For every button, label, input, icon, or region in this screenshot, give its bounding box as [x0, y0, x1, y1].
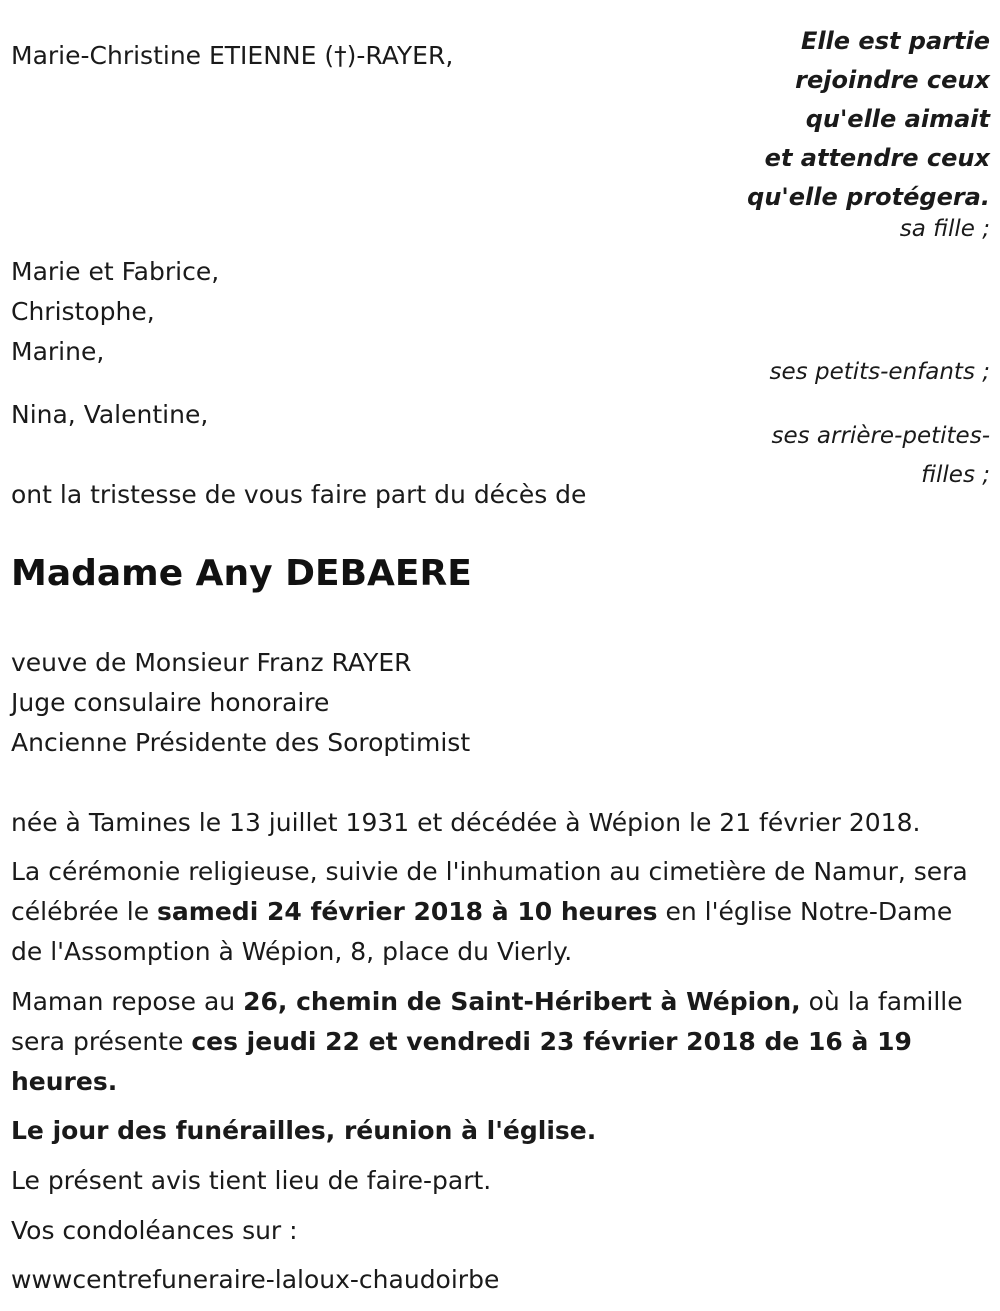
deceased-title: Juge consulaire honoraire: [11, 688, 330, 717]
ceremony-location: en l'église Notre-Dame de l'Assomption à Wépion, 8, place du Vierly.: [11, 897, 953, 966]
grandchild-name: Christophe,: [11, 297, 155, 326]
notice-text: Le présent avis tient lieu de faire-part.: [11, 1166, 492, 1195]
visitation-text: où la famille sera présente: [11, 987, 963, 1056]
announcement-text: ont la tristesse de vous faire part du décès de: [11, 480, 587, 509]
condolences-label: Vos condoléances sur :: [11, 1216, 298, 1245]
quote-line: qu'elle aimait: [805, 105, 990, 133]
visitation-text: Maman repose au: [11, 987, 244, 1016]
quote-line: Elle est partie: [800, 27, 990, 55]
deceased-name: Madame Any DEBAERE: [11, 553, 472, 594]
funeral-day-note: Le jour des funérailles, réunion à l'église.: [11, 1116, 597, 1145]
quote-line: et attendre ceux: [764, 144, 990, 172]
daughter-name: Marie-Christine ETIENNE (†)-RAYER,: [11, 41, 454, 70]
birth-death-line: née à Tamines le 13 juillet 1931 et décédée à Wépion le 21 février 2018.: [11, 808, 921, 837]
ceremony-paragraph: [11, 852, 971, 972]
condolences-website[interactable]: wwwcentrefuneraire-laloux-chaudoirbe: [11, 1265, 500, 1294]
visitation-paragraph: [11, 982, 971, 1102]
great-grandchildren-relation: filles ;: [921, 462, 990, 488]
great-grandchildren-relation: ses arrière-petites-: [771, 423, 990, 449]
great-grandchildren-names: Nina, Valentine,: [11, 400, 209, 429]
grandchild-name: Marine,: [11, 337, 105, 366]
deceased-title: Ancienne Présidente des Soroptimist: [11, 728, 471, 757]
quote-line: rejoindre ceux: [795, 66, 990, 94]
visitation-address: 26, chemin de Saint-Héribert à Wépion,: [243, 987, 801, 1016]
visitation-dates: ces jeudi 22 et vendredi 23 février 2018 de 16 à 19 heures.: [11, 1027, 912, 1096]
daughter-relation: sa fille ;: [899, 216, 990, 242]
grandchildren-relation: ses petits-enfants ;: [769, 359, 990, 385]
deceased-title: veuve de Monsieur Franz RAYER: [11, 648, 412, 677]
ceremony-text: La cérémonie religieuse, suivie de l'inhumation au cimetière de Namur, sera célébrée le: [11, 857, 968, 926]
grandchild-name: Marie et Fabrice,: [11, 257, 220, 286]
ceremony-date: samedi 24 février 2018 à 10 heures: [157, 897, 658, 926]
quote-line: qu'elle protégera.: [747, 183, 990, 211]
memorial-quote: [747, 22, 990, 217]
